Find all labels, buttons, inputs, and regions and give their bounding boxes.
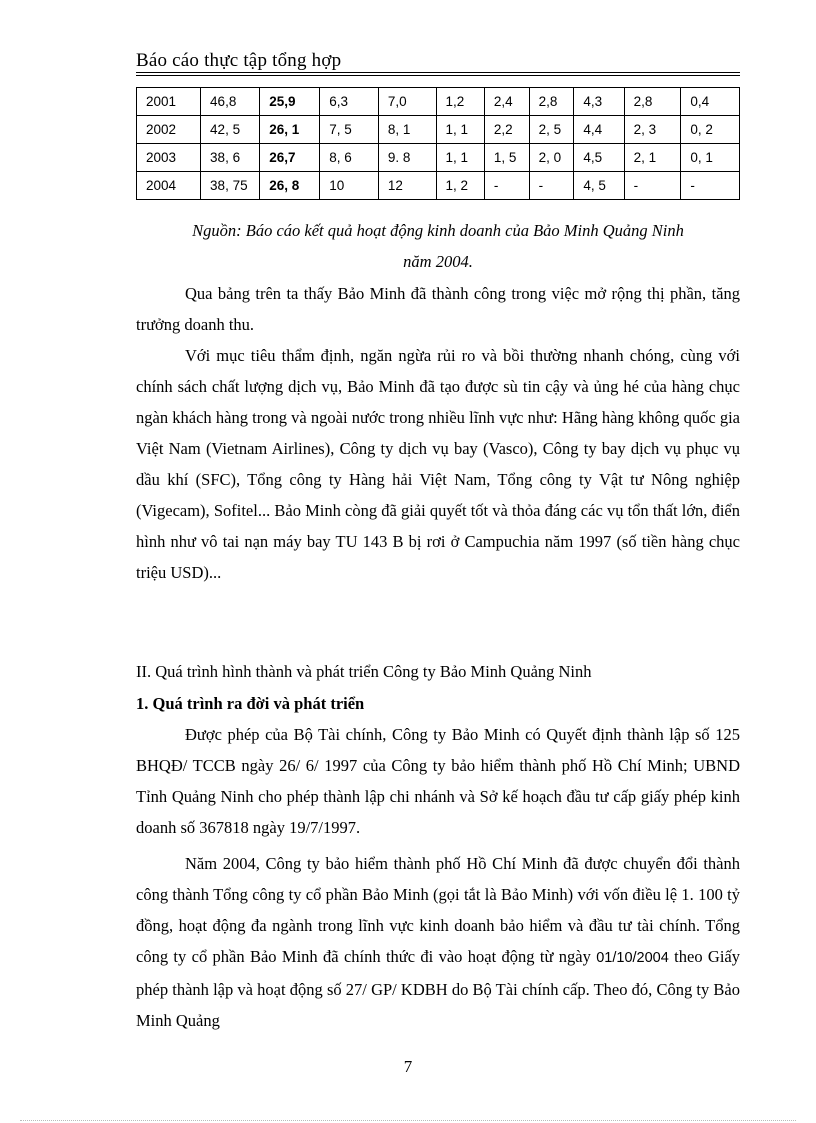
table-cell: 10 — [320, 172, 379, 200]
table-cell: 1,2 — [436, 88, 484, 116]
table-cell: 7,0 — [378, 88, 436, 116]
paragraph-text-part: theo Giấy phép thành lập và hoạt động số 27/ GP/ KDBH do Bộ Tài chính cấp. Theo đó, Công ty Bảo Minh Quảng — [136, 947, 741, 1030]
paragraph-text: Với mục tiêu thẩm định, ngăn ngừa rủi ro và bồi thường nhanh chóng, cùng với chính sách chất lượng dịch vụ, Bảo Minh đã tạo được sù tin cậy và ủng hé của hàng chục ngàn khách hàng trong và ngoài nước trong nhiều lĩnh vực như: Hãng hàng không quốc gia Việt Nam (Vietnam Airlines), Công ty dịch vụ bay (Vasco), Công ty bay dịch vụ phục vụ dầu khí (SFC), Tổng công ty Hàng hải Việt Nam, Tổng công ty Vật tư Nông nghiệp (Vigecam), Sofitel... Bảo Minh còng đã giải quyết tốt và thỏa đáng các vụ tổn thất lớn, điển hình như vô tai nạn máy bay TU 143 B bị rơi ở Campuchia năm 1997 (số tiền hàng chục triệu USD)... — [136, 346, 740, 582]
table-cell: 6,3 — [320, 88, 379, 116]
table-cell: 46,8 — [201, 88, 260, 116]
table-cell: 2,8 — [529, 88, 574, 116]
table-cell: 8, 1 — [378, 116, 436, 144]
table-cell: 2001 — [137, 88, 201, 116]
table-cell: 2,8 — [624, 88, 681, 116]
header-rule-double — [136, 75, 740, 76]
table-cell: 2, 5 — [529, 116, 574, 144]
table-cell: 0, 1 — [681, 144, 740, 172]
subsection-heading: 1. Quá trình ra đời và phát triển — [136, 694, 365, 713]
table-cell: 2002 — [137, 116, 201, 144]
table-cell: 7, 5 — [320, 116, 379, 144]
body-paragraph — [136, 719, 740, 843]
header-rule — [136, 72, 740, 73]
body-paragraph — [136, 340, 740, 588]
table-cell: 38, 6 — [201, 144, 260, 172]
table-row — [137, 88, 740, 116]
table-cell: 25,9 — [260, 88, 320, 116]
table-row — [137, 172, 740, 200]
table-cell: - — [624, 172, 681, 200]
paragraph-text-part: Năm 2004, Công ty bảo hiểm thành phố Hồ Chí Minh đã được chuyển đổi thành công thành Tổng công ty cổ phần Bảo Minh (gọi tắt là Bảo Minh) với vốn điều lệ 1. 100 tỷ đồng, hoạt động đa ngành trong lĩnh vực kinh doanh bảo hiểm và đầu tư tài chính. Tổng công ty cổ phần Bảo Minh đã chính thức đi vào hoạt động từ ngày — [136, 854, 740, 966]
table-cell: 0, 2 — [681, 116, 740, 144]
table-cell: 1, 1 — [436, 116, 484, 144]
table-cell: 8, 6 — [320, 144, 379, 172]
source-line: Nguồn: Báo cáo kết quả hoạt động kinh doanh của Bảo Minh Quảng Ninh — [192, 221, 684, 240]
body-paragraph — [136, 278, 740, 340]
table-cell: 26,7 — [260, 144, 320, 172]
paragraph-text — [136, 848, 740, 1036]
statistics-table — [136, 87, 740, 200]
paragraph-text: Được phép của Bộ Tài chính, Công ty Bảo Minh có Quyết định thành lập số 125 BHQĐ/ TCCB ngày 26/ 6/ 1997 của Công ty bảo hiểm thành phố Hồ Chí Minh; UBND Tỉnh Quảng Ninh cho phép thành lập chi nhánh và Sở kế hoạch đầu tư cấp giấy phép kinh doanh số 367818 ngày 19/7/1997. — [136, 725, 740, 837]
table-row — [137, 144, 740, 172]
table-cell: 42, 5 — [201, 116, 260, 144]
page-number: 7 — [403, 1057, 413, 1076]
paragraph-text: Qua bảng trên ta thấy Bảo Minh đã thành công trong việc mở rộng thị phần, tăng trưởng doanh thu. — [136, 284, 740, 334]
table-cell: 1, 5 — [484, 144, 529, 172]
table-cell: - — [681, 172, 740, 200]
page-bottom-rule — [20, 1120, 796, 1121]
table-cell: 26, 8 — [260, 172, 320, 200]
table-cell: 4,5 — [574, 144, 624, 172]
table-cell: 2,4 — [484, 88, 529, 116]
table-cell: 2, 3 — [624, 116, 681, 144]
table-cell: 38, 75 — [201, 172, 260, 200]
table-cell: - — [529, 172, 574, 200]
table-cell: 2004 — [137, 172, 201, 200]
table-cell: 2,2 — [484, 116, 529, 144]
table-cell: 4,3 — [574, 88, 624, 116]
table-cell: 4, 5 — [574, 172, 624, 200]
table-cell: 26, 1 — [260, 116, 320, 144]
table-cell: 1, 2 — [436, 172, 484, 200]
source-line: năm 2004. — [403, 252, 473, 271]
table-cell: - — [484, 172, 529, 200]
table-cell: 9. 8 — [378, 144, 436, 172]
table-cell: 2, 0 — [529, 144, 574, 172]
page-header-title: Báo cáo thực tập tổng hợp — [136, 50, 342, 71]
section-heading: II. Quá trình hình thành và phát triển Công ty Bảo Minh Quảng Ninh — [136, 662, 592, 681]
date-field: 01/10/2004 — [596, 950, 669, 966]
body-paragraph — [136, 848, 740, 1036]
table-row — [137, 116, 740, 144]
table-cell: 12 — [378, 172, 436, 200]
table-cell: 2003 — [137, 144, 201, 172]
table-cell: 2, 1 — [624, 144, 681, 172]
table-source-note — [136, 215, 740, 277]
table-cell: 0,4 — [681, 88, 740, 116]
table-cell: 4,4 — [574, 116, 624, 144]
table-cell: 1, 1 — [436, 144, 484, 172]
